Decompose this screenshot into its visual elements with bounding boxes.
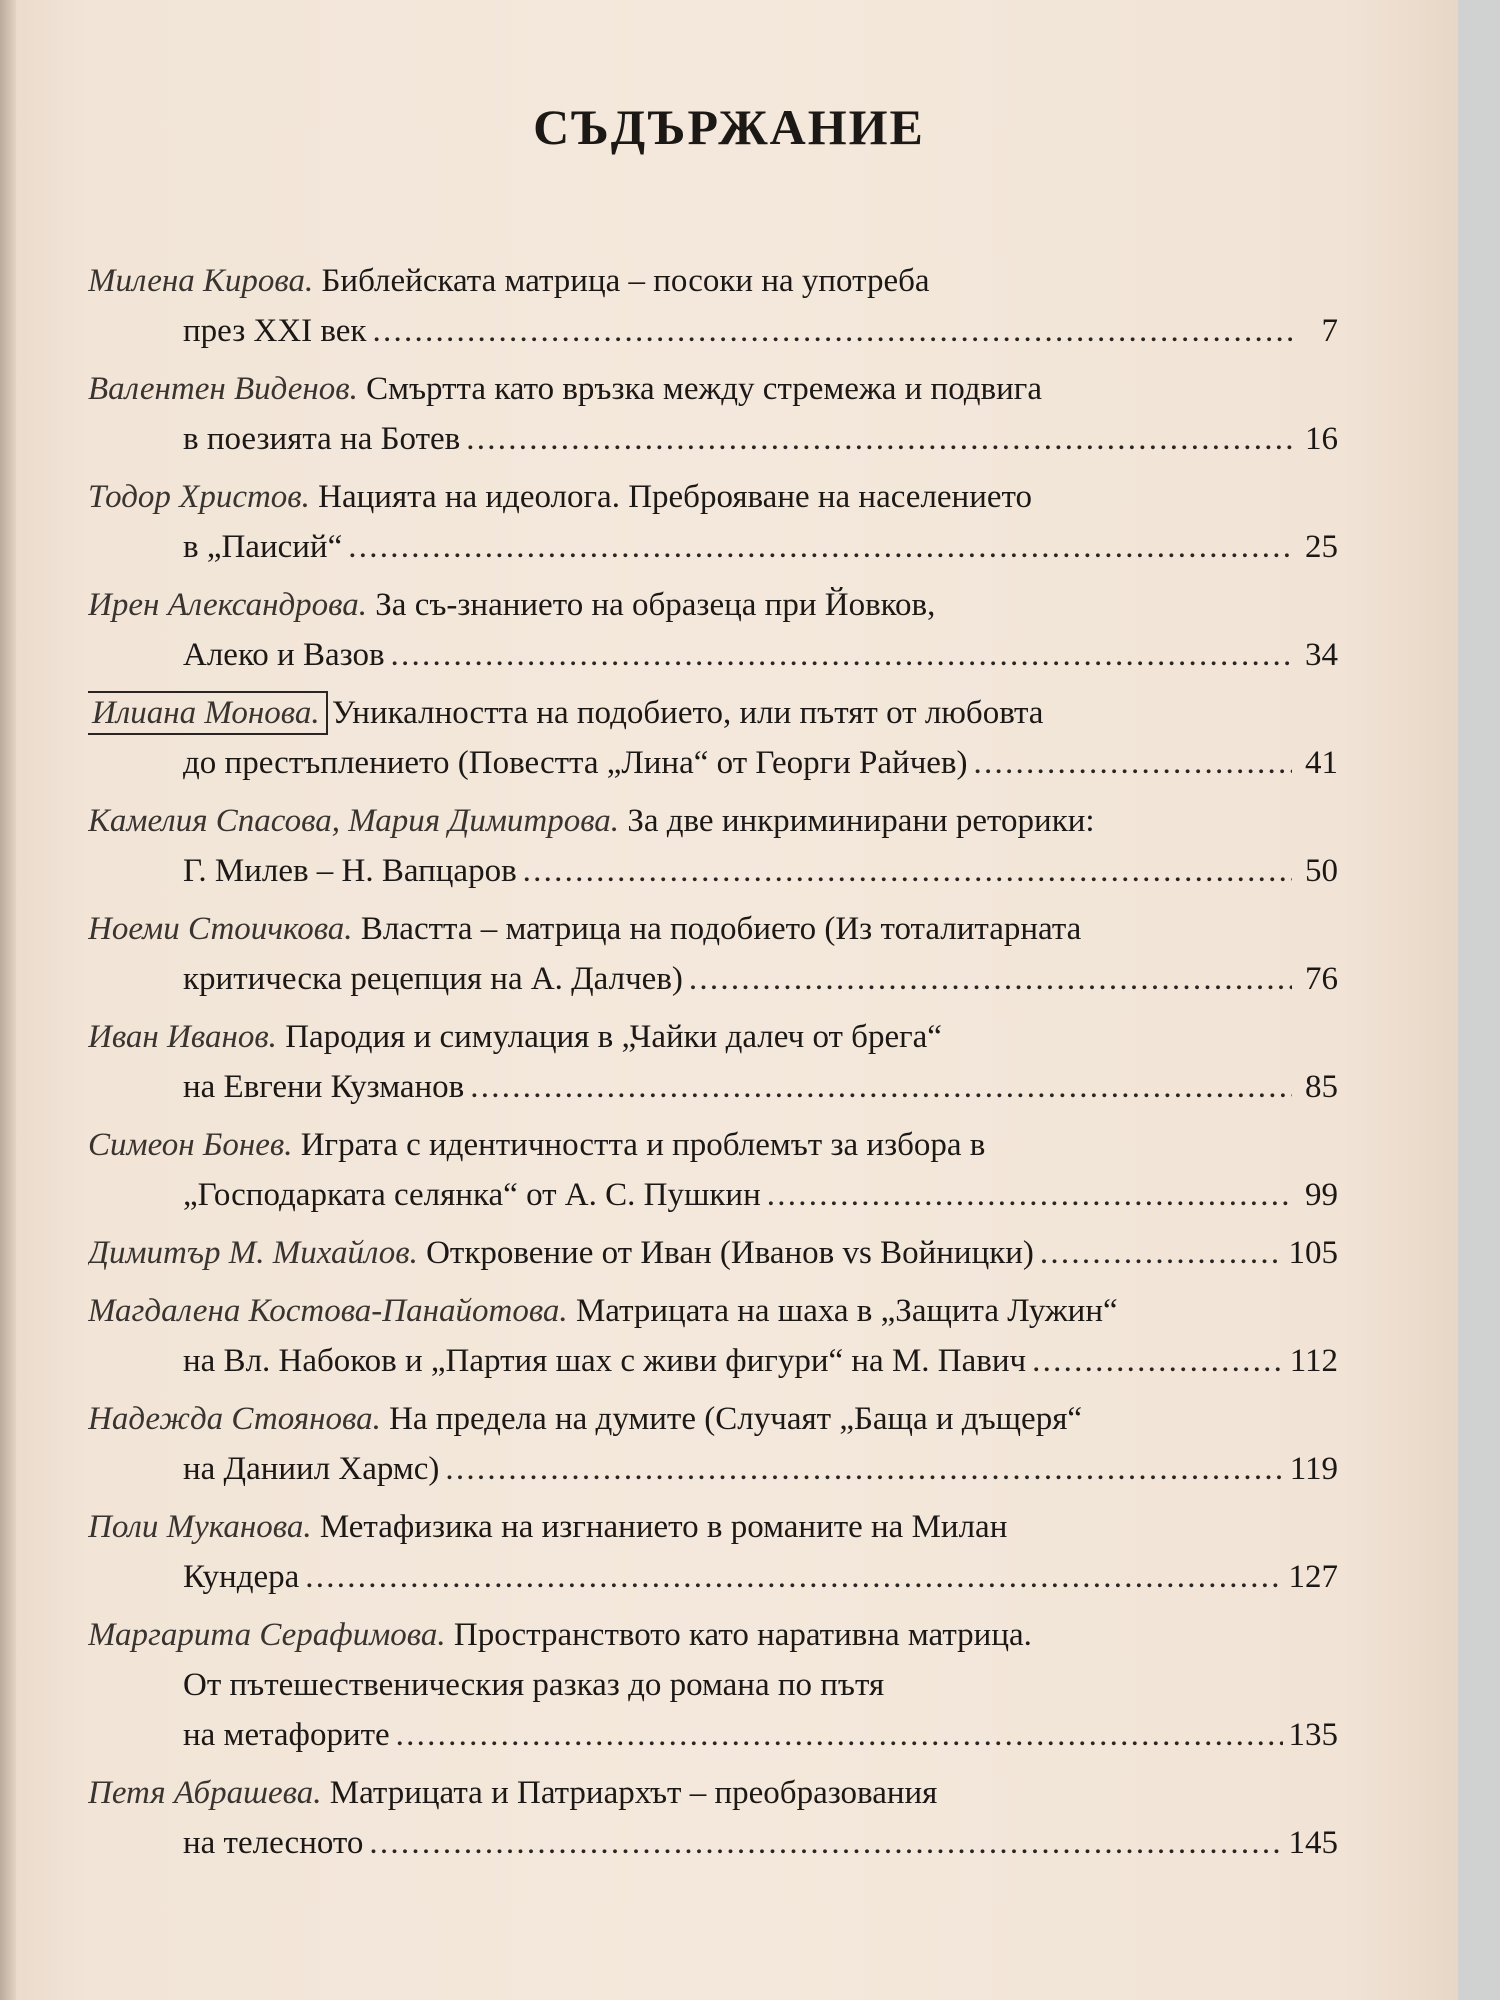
toc-entry-title: критическа рецепция на А. Далчев) [183,961,683,997]
toc-entry [88,256,1338,356]
toc-entry [88,688,1338,788]
toc-entry-line [88,688,1338,738]
toc-entry-line [88,1710,1338,1760]
toc-entry-line-text [183,1552,299,1602]
toc-entry-line-text [183,630,385,680]
toc-entry-author: Маргарита Серафимова. [88,1617,446,1653]
toc-entry-author: Ирен Александрова. [88,587,368,623]
dot-leader [689,954,1292,1004]
toc-entry-title: Библейската матрица – посоки на употреба [321,263,930,299]
toc-entry-title: Уникалността на подобието, или пътят от любовта [331,695,1044,731]
toc-entry-line [88,1062,1338,1112]
toc-entry-line [88,1228,1338,1278]
dot-leader [767,1170,1292,1220]
toc-entry-line [88,796,1338,846]
toc-entry-line-text [183,414,460,464]
toc-entry-title: Пародия и симулация в „Чайки далеч от брега“ [285,1019,942,1055]
toc-entry-line [88,472,1338,522]
dot-leader [396,1710,1283,1760]
toc-entry-line [88,1818,1338,1868]
toc-entry-title: За съ-знанието на образеца при Йовков, [375,587,936,623]
page-title: СЪДЪРЖАНИЕ [533,99,925,155]
dot-leader [1040,1228,1283,1278]
toc-entry [88,1394,1338,1494]
dot-leader [1032,1336,1284,1386]
toc-entry-author: Надежда Стоянова. [88,1401,381,1437]
toc-entry-author: Валентен Виденов. [88,371,358,407]
toc-entry [88,904,1338,1004]
toc-entry-line-text [183,1818,363,1868]
toc-entry-line [88,904,1338,954]
dot-leader [466,414,1292,464]
toc-entry-line [88,1336,1338,1386]
table-of-contents [88,256,1338,1876]
toc-entry-line [88,1444,1338,1494]
toc-entry-title: на Даниил Хармс) [183,1451,440,1487]
toc-entry-title: Нацията на идеолога. Преброяване на населението [318,479,1033,515]
toc-entry [88,1502,1338,1602]
toc-entry-title: Пространството като наративна матрица. [453,1617,1032,1653]
toc-entry-author: Димитър М. Михайлов. [88,1235,418,1271]
toc-entry-title: на Вл. Набоков и „Партия шах с живи фигури“ на М. Павич [183,1343,1027,1379]
toc-entry-author: Симеон Бонев. [88,1127,293,1163]
toc-entry-title: на метафорите [183,1717,390,1753]
toc-page-number: 99 [1305,1177,1338,1213]
toc-entry-author: Камелия Спасова, Мария Димитрова. [88,803,620,839]
toc-entry-line [88,1768,1338,1818]
toc-entry-line [88,846,1338,896]
toc-page-number: 119 [1289,1451,1338,1487]
toc-entry-line [88,1660,1338,1710]
toc-entry-line [88,580,1338,630]
toc-entry [88,1610,1338,1760]
toc-entry-author: Петя Абрашева. [88,1775,322,1811]
toc-entry [88,1120,1338,1220]
toc-entry-line [88,364,1338,414]
toc-page-number: 41 [1305,745,1338,781]
toc-entry-line-text [183,1710,390,1760]
toc-entry-line-text [183,954,683,1004]
dot-leader [523,846,1292,896]
toc-entry [88,1768,1338,1868]
dot-leader [470,1062,1292,1112]
toc-entry [88,1228,1338,1278]
toc-entry [88,1286,1338,1386]
toc-page-number: 50 [1305,853,1338,889]
toc-entry-line [88,1502,1338,1552]
toc-entry-title: на телесното [183,1825,364,1861]
toc-entry-title: Смъртта като връзка между стремежа и подвига [366,371,1042,407]
toc-page-number: 85 [1305,1069,1338,1105]
toc-entry-line-text [183,1062,464,1112]
toc-page-number: 7 [1321,313,1338,349]
dot-leader [305,1552,1282,1602]
toc-entry-author: Тодор Христов. [88,479,310,515]
toc-entry-line [88,522,1338,572]
toc-entry-line-text [183,1336,1026,1386]
toc-entry-line [88,414,1338,464]
toc-entry-line [88,630,1338,680]
toc-entry-title: За две инкриминирани реторики: [627,803,1095,839]
toc-page-number: 16 [1305,421,1338,457]
toc-entry-line-text [183,306,366,356]
page-spine-shadow [0,0,16,2000]
toc-entry-title: От пътешественическия разказ до романа по пътя [183,1667,885,1703]
toc-entry-author: Магдалена Костова-Панайотова. [88,1293,568,1329]
toc-entry-title: Кундера [183,1559,300,1595]
dot-leader [372,306,1292,356]
toc-entry-title: Г. Милев – Н. Вапцаров [183,853,517,889]
toc-entry-line-text [183,846,517,896]
toc-page-number: 76 [1305,961,1338,997]
toc-entry-title: Матрицата на шаха в „Защита Лужин“ [575,1293,1118,1329]
toc-entry-line-text [183,1444,439,1494]
dot-leader [974,738,1292,788]
toc-entry-title: Откровение от Иван (Иванов vs Войницки) [426,1235,1034,1271]
toc-entry-title: Играта с идентичността и проблемът за избора в [300,1127,986,1163]
toc-entry-title: Матрицата и Патриархът – преобразования [329,1775,938,1811]
toc-page-number: 105 [1288,1235,1338,1271]
dot-leader [445,1444,1283,1494]
toc-entry-title: до престъплението (Повестта „Лина“ от Георги Райчев) [183,745,968,781]
toc-entry-author: Ноеми Стоичкова. [88,911,353,947]
toc-entry-line [88,1286,1338,1336]
toc-entry-line-text [88,1228,1034,1278]
toc-entry-title: на Евгени Кузманов [183,1069,465,1105]
toc-entry-line [88,1610,1338,1660]
toc-entry-line [88,306,1338,356]
toc-entry-line-text [183,1170,761,1220]
toc-entry-title: Властта – матрица на подобието (Из тоталитарната [360,911,1082,947]
toc-entry-title: в поезията на Ботев [183,421,461,457]
toc-entry [88,580,1338,680]
toc-page-number: 145 [1288,1825,1338,1861]
toc-entry [88,796,1338,896]
toc-page-number: 127 [1288,1559,1338,1595]
toc-entry-line [88,256,1338,306]
dot-leader [369,1818,1282,1868]
toc-entry-line [88,1394,1338,1444]
dot-leader [391,630,1292,680]
toc-entry-line [88,954,1338,1004]
toc-entry-title: през XXI век [183,313,367,349]
toc-page-number: 135 [1288,1717,1338,1753]
toc-entry-author: Милена Кирова. [88,263,314,299]
dot-leader [348,522,1292,572]
toc-entry [88,1012,1338,1112]
toc-entry-line [88,738,1338,788]
toc-page-number: 112 [1289,1343,1338,1379]
toc-entry [88,472,1338,572]
toc-entry-title: Алеко и Вазов [183,637,385,673]
toc-entry-line-text [183,522,342,572]
toc-entry-title: „Господарката селянка“ от А. С. Пушкин [183,1177,761,1213]
toc-page-number: 34 [1305,637,1338,673]
toc-entry-author: Илиана Монова. [88,695,324,731]
toc-entry-author: Поли Муканова. [88,1509,312,1545]
toc-entry-author: Иван Иванов. [88,1019,277,1055]
toc-entry-line [88,1120,1338,1170]
toc-entry-title: На предела на думите (Случаят „Баща и дъщеря“ [389,1401,1083,1437]
toc-entry-line-text [183,738,968,788]
toc-entry-line [88,1170,1338,1220]
toc-entry-line [88,1552,1338,1602]
toc-entry [88,364,1338,464]
toc-entry-title: Метафизика на изгнанието в романите на Милан [319,1509,1008,1545]
toc-page-number: 25 [1305,529,1338,565]
toc-entry-title: в „Паисий“ [183,529,343,565]
toc-entry-line [88,1012,1338,1062]
